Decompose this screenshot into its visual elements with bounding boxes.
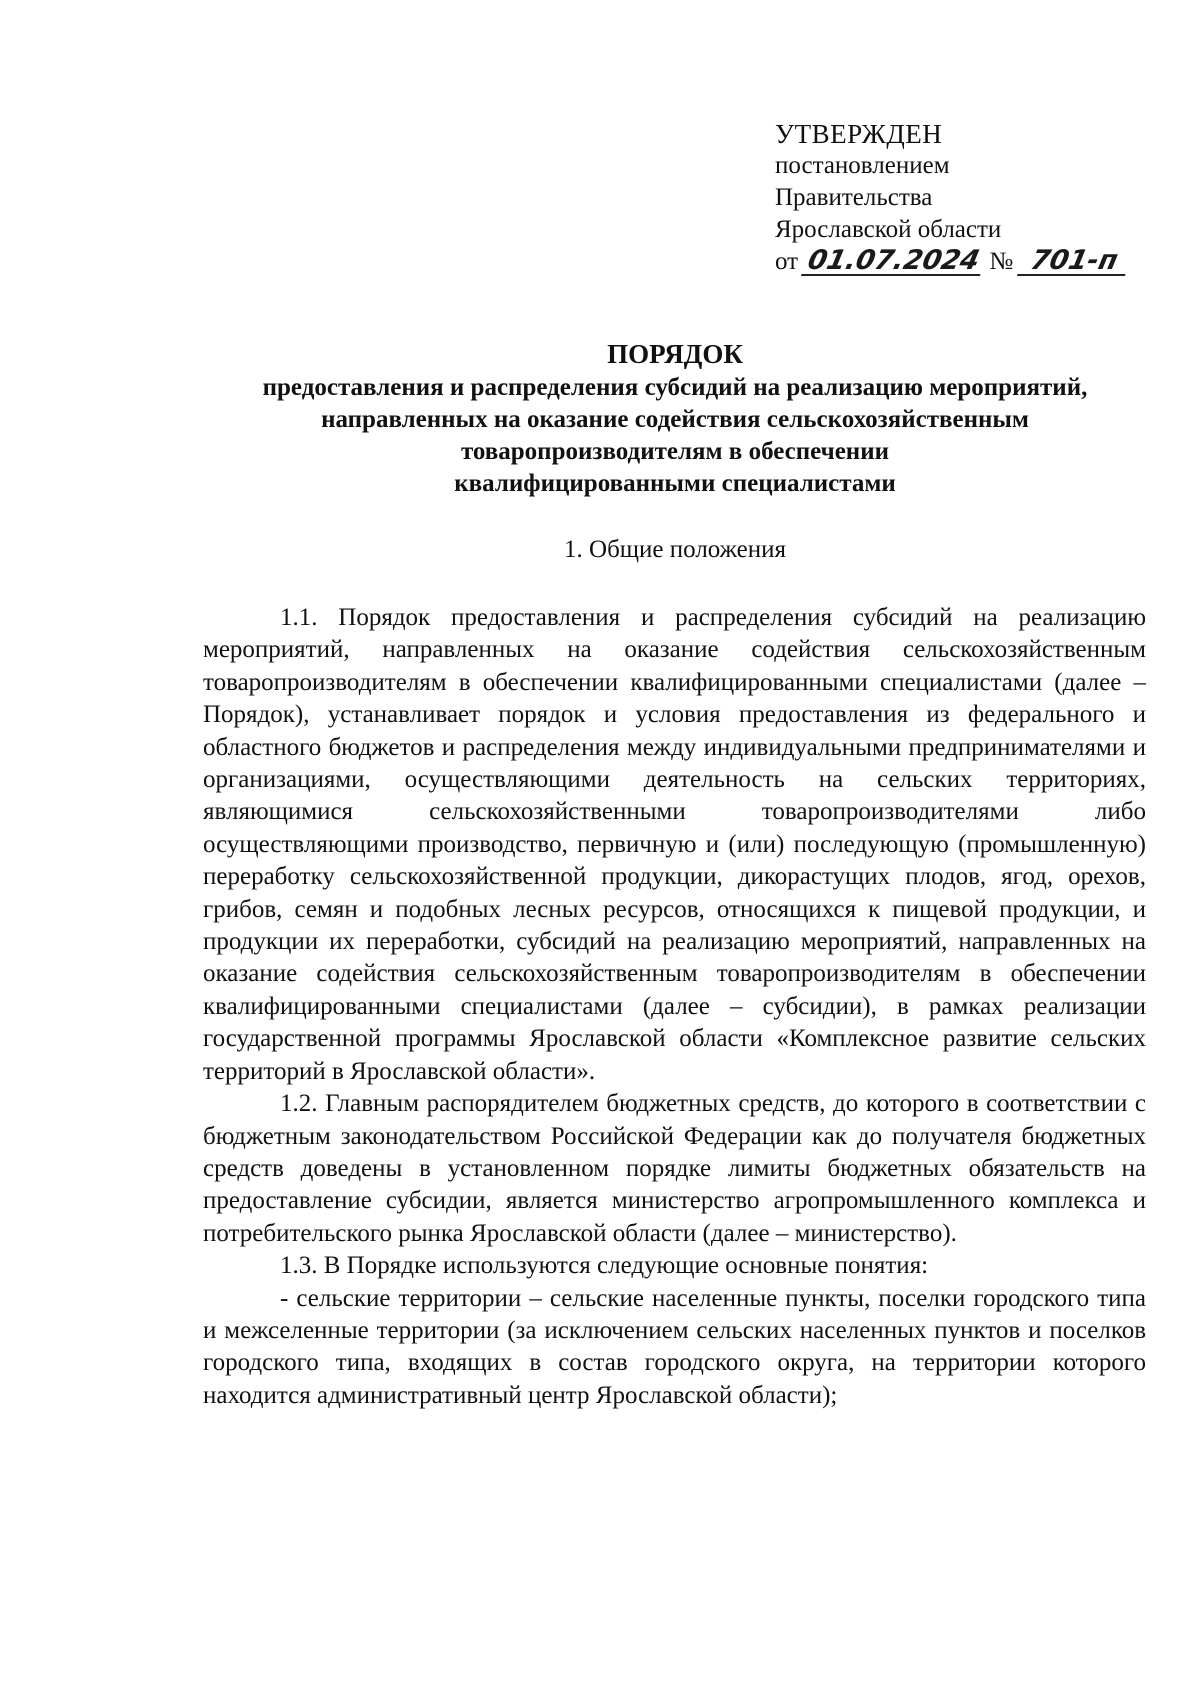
paragraph-1-2: 1.2. Главным распорядителем бюджетных средств, до которого в соответствии с бюджетным законодательством Российской Федерации как до получателя бюджетных средств доведены в установленном порядке лимиты бюджетных обязательств на предоставление субсидии, является министерство агропромышленного комплекса и потребительского рынка Ярославской области (далее – министерство). xyxy=(203,1090,1146,1247)
paragraph-definition-rural: - сельские территории – сельские населенные пункты, поселки городского типа и межселенные территории (за исключением сельских населенных пунктов и поселков городского типа, входящих в состав городского округа, на территории которого находится административный центр Ярославской области); xyxy=(203,1284,1146,1409)
number-sign: № xyxy=(989,248,1014,275)
approval-line-1: постановлением xyxy=(775,152,950,179)
approval-heading: УТВЕРЖДЕН xyxy=(775,119,943,149)
paragraph-1-3: 1.3. В Порядке используются следующие основные понятия: xyxy=(280,1252,929,1280)
title-line-1: предоставления и распределения субсидий на реализацию мероприятий, xyxy=(262,374,1088,401)
body-text xyxy=(203,602,1146,1412)
handwritten-date: 01.07.2024 xyxy=(801,248,986,276)
handwritten-number: 701-п xyxy=(1017,248,1131,276)
approval-line-3: Ярославской области xyxy=(775,216,1002,243)
title-line-2: направленных на оказание содействия сельскохозяйственным xyxy=(321,406,1029,433)
approval-line-2: Правительства xyxy=(775,184,933,211)
approval-date-line xyxy=(775,246,1175,278)
title-line-4: квалифицированными специалистами xyxy=(454,470,896,497)
date-prefix: от xyxy=(775,248,799,275)
section-heading: 1. Общие положения xyxy=(564,536,786,563)
title-main: ПОРЯДОК xyxy=(607,339,743,369)
approval-stamp-block xyxy=(775,118,1175,278)
document-title xyxy=(200,338,1150,500)
paragraph-1-1: 1.1. Порядок предоставления и распределения субсидий на реализацию мероприятий, направленных на оказание содействия сельскохозяйственным товаропроизводителям в обеспечении квалифицированными специалистами (далее – Порядок), устанавливает порядок и условия предоставления из федерального и областного бюджетов и распределения между индивидуальными предпринимателями и организациями, осуществляющими деятельность на сельских территориях, являющимися сельскохозяйственными товаропроизводителями либо осуществляющими производство, первичную и (или) последующую (промышленную) переработку сельскохозяйственной продукции, дикорастущих плодов, ягод, орехов, грибов, семян и подобных лесных ресурсов, относящихся к пищевой продукции, и продукции их переработки, субсидий на реализацию мероприятий, направленных на оказание содействия сельскохозяйственным товаропроизводителям в обеспечении квалифицированными специалистами (далее – субсидии), в рамках реализации государственной программы Ярославской области «Комплексное развитие сельских территорий в Ярославской области». xyxy=(203,604,1146,1085)
title-line-3: товаропроизводителям в обеспечении xyxy=(460,438,890,465)
